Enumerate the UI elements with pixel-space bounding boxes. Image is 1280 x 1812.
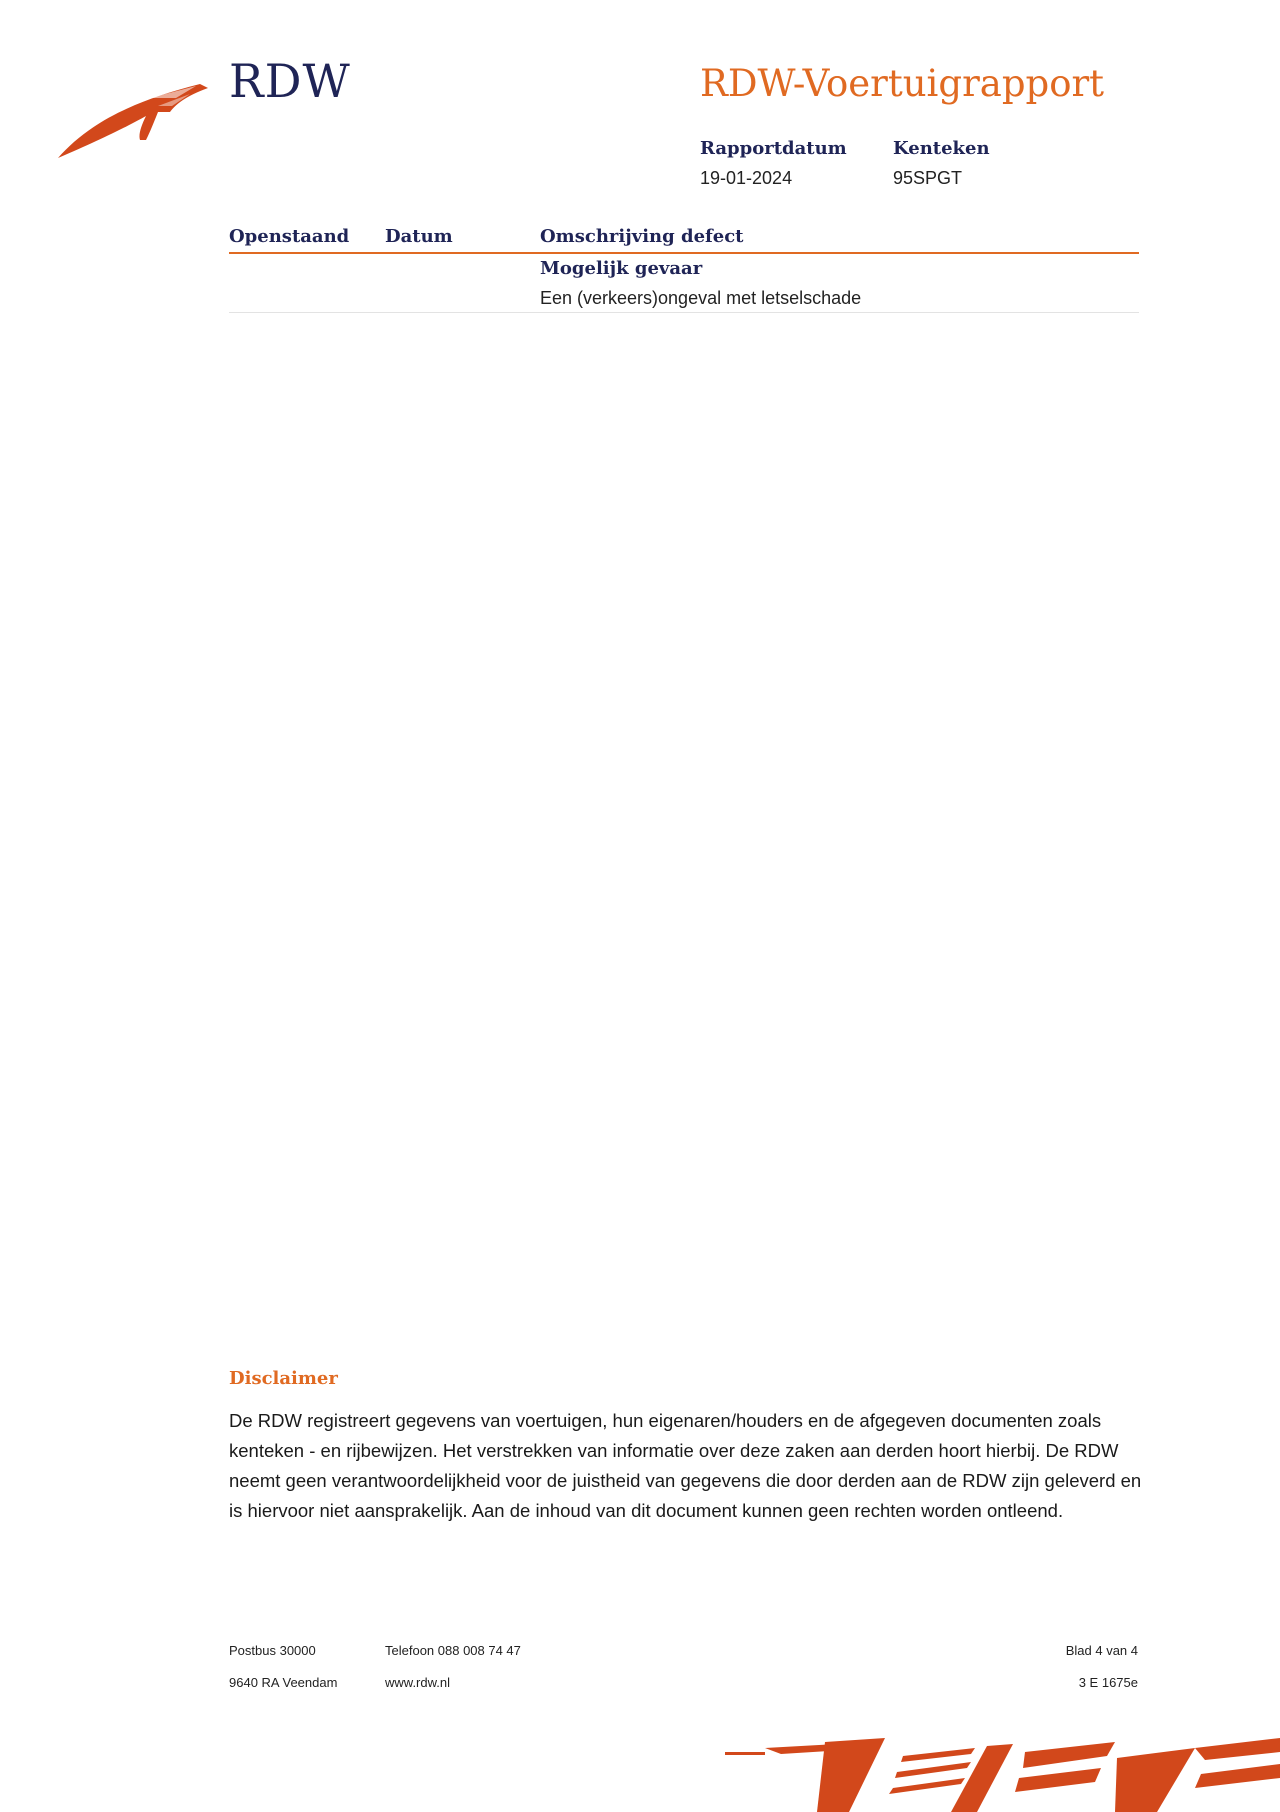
- table-header: [229, 226, 1139, 254]
- table-row: [229, 254, 1139, 313]
- defect-description: Een (verkeers)ongeval met letselschade: [540, 288, 862, 308]
- column-header-description: Omschrijving defect: [540, 226, 744, 247]
- report-date-value: 19-01-2024: [700, 168, 793, 188]
- disclaimer-title: Disclaimer: [229, 1368, 338, 1389]
- column-header-open: Openstaand: [229, 226, 350, 247]
- license-plate-label: Kenteken: [893, 138, 990, 159]
- footer-postbus: Postbus 30000: [229, 1643, 316, 1658]
- license-plate-value: 95SPGT: [893, 168, 963, 188]
- footer-city: 9640 RA Veendam: [229, 1675, 338, 1690]
- rdw-feather-icon: [58, 82, 208, 160]
- footer-document-code: 3 E 1675e: [1078, 1675, 1138, 1690]
- license-plate-block: [893, 138, 990, 189]
- report-date-block: [700, 138, 847, 189]
- disclaimer-text: De RDW registreert gegevens van voertuigen, hun eigenaren/houders en de afgegeven documenten zoals kenteken - en rijbewijzen. Het verstrekken van informatie over deze zaken aan derden hoort hierbij. De RDW neemt geen verantwoordelijkheid voor de juistheid van gegevens die door derden aan de RDW zijn geleverd en is hiervoor niet aansprakelijk. Aan de inhoud van dit document kunnen geen rechten worden ontleend.: [229, 1410, 1142, 1521]
- footer-phone: Telefoon 088 008 74 47: [385, 1643, 521, 1658]
- defects-table: [229, 226, 1139, 313]
- column-header-date: Datum: [385, 226, 453, 247]
- report-date-label: Rapportdatum: [700, 138, 847, 159]
- logo-wordmark: RDW: [229, 54, 351, 108]
- footer-website[interactable]: www.rdw.nl: [385, 1675, 451, 1690]
- decorative-stripes-icon: [725, 1738, 1280, 1812]
- footer-page-number: Blad 4 van 4: [1065, 1643, 1138, 1658]
- page-title: RDW-Voertuigrapport: [700, 62, 1105, 105]
- danger-label: Mogelijk gevaar: [540, 258, 703, 279]
